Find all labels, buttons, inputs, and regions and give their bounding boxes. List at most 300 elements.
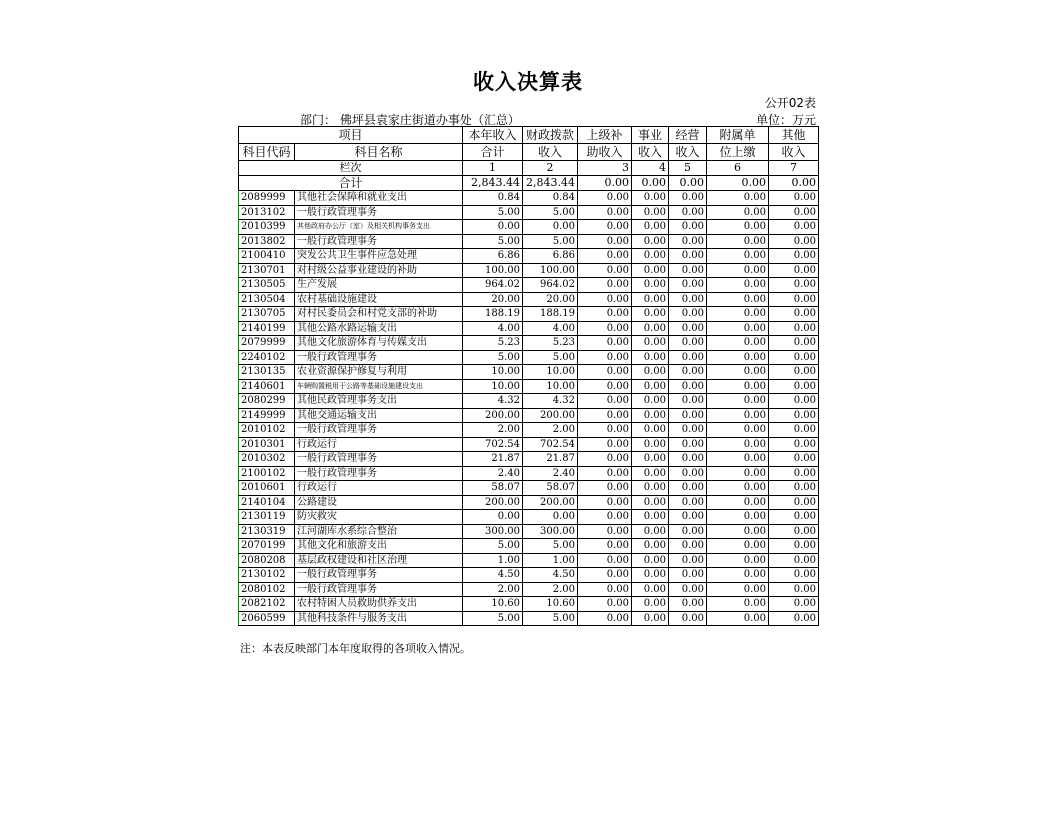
row-affiliate: 0.00 [707, 205, 769, 220]
row-code: 2082102 [239, 597, 295, 612]
row-fiscal: 21.87 [523, 452, 578, 467]
row-name: 防灾救灾 [295, 510, 463, 525]
row-operating: 0.00 [669, 611, 707, 626]
row-fiscal: 200.00 [523, 495, 578, 510]
row-superior: 0.00 [578, 365, 632, 380]
column-index-3: 3 [578, 161, 632, 176]
row-total: 4.00 [463, 321, 523, 336]
row-other: 0.00 [769, 234, 819, 249]
row-operating: 0.00 [669, 278, 707, 293]
header-col1-b: 合计 [463, 144, 523, 161]
row-operating: 0.00 [669, 379, 707, 394]
table-row [239, 597, 819, 612]
row-total: 964.02 [463, 278, 523, 293]
row-business: 0.00 [632, 466, 669, 481]
row-other: 0.00 [769, 597, 819, 612]
row-superior: 0.00 [578, 249, 632, 264]
table-row [239, 408, 819, 423]
row-code: 2080102 [239, 582, 295, 597]
row-fiscal: 2.40 [523, 466, 578, 481]
row-business: 0.00 [632, 408, 669, 423]
row-name: 对村民委员会和村党支部的补助 [295, 307, 463, 322]
row-superior: 0.00 [578, 321, 632, 336]
row-affiliate: 0.00 [707, 365, 769, 380]
row-business: 0.00 [632, 307, 669, 322]
row-name: 其他科技条件与服务支出 [295, 611, 463, 626]
row-affiliate: 0.00 [707, 379, 769, 394]
row-operating: 0.00 [669, 205, 707, 220]
row-other: 0.00 [769, 292, 819, 307]
row-name: 行政运行 [295, 481, 463, 496]
row-fiscal: 100.00 [523, 263, 578, 278]
row-affiliate: 0.00 [707, 263, 769, 278]
row-other: 0.00 [769, 191, 819, 206]
row-affiliate: 0.00 [707, 220, 769, 235]
row-affiliate: 0.00 [707, 524, 769, 539]
row-name: 一般行政管理事务 [295, 350, 463, 365]
row-total: 4.32 [463, 394, 523, 409]
header-name: 科目名称 [295, 144, 463, 161]
row-total: 58.07 [463, 481, 523, 496]
row-total: 5.00 [463, 350, 523, 365]
header-col3-a: 上级补 [578, 127, 632, 144]
header-row-1 [239, 127, 819, 144]
row-superior: 0.00 [578, 350, 632, 365]
row-name: 生产发展 [295, 278, 463, 293]
row-code: 2010102 [239, 423, 295, 438]
row-total: 10.00 [463, 379, 523, 394]
row-name: 一般行政管理事务 [295, 452, 463, 467]
row-total: 0.00 [463, 220, 523, 235]
page-title: 收入决算表 [473, 70, 583, 94]
unit-label: 单位：万元 [755, 113, 816, 127]
row-fiscal: 1.00 [523, 553, 578, 568]
table-row [239, 568, 819, 583]
header-item: 项目 [239, 127, 463, 144]
row-name: 其他民政管理事务支出 [295, 394, 463, 409]
row-total: 2.40 [463, 466, 523, 481]
row-name: 公路建设 [295, 495, 463, 510]
row-business: 0.00 [632, 249, 669, 264]
row-business: 0.00 [632, 539, 669, 554]
row-superior: 0.00 [578, 510, 632, 525]
row-superior: 0.00 [578, 539, 632, 554]
row-total: 20.00 [463, 292, 523, 307]
row-superior: 0.00 [578, 394, 632, 409]
row-fiscal: 58.07 [523, 481, 578, 496]
row-operating: 0.00 [669, 481, 707, 496]
row-other: 0.00 [769, 481, 819, 496]
row-name: 突发公共卫生事件应急处理 [295, 249, 463, 264]
row-total: 10.00 [463, 365, 523, 380]
row-other: 0.00 [769, 205, 819, 220]
row-fiscal: 0.00 [523, 220, 578, 235]
row-other: 0.00 [769, 408, 819, 423]
table-body [239, 191, 819, 626]
row-name: 一般行政管理事务 [295, 466, 463, 481]
row-operating: 0.00 [669, 249, 707, 264]
column-index-1: 1 [463, 161, 523, 176]
row-name: 农村特困人员救助供养支出 [295, 597, 463, 612]
row-superior: 0.00 [578, 495, 632, 510]
row-business: 0.00 [632, 292, 669, 307]
table-row [239, 423, 819, 438]
row-name: 一般行政管理事务 [295, 423, 463, 438]
income-table [238, 126, 819, 626]
row-affiliate: 0.00 [707, 481, 769, 496]
row-code: 2130119 [239, 510, 295, 525]
row-code: 2130701 [239, 263, 295, 278]
row-other: 0.00 [769, 220, 819, 235]
row-fiscal: 5.23 [523, 336, 578, 351]
row-code: 2130319 [239, 524, 295, 539]
row-total: 300.00 [463, 524, 523, 539]
row-superior: 0.00 [578, 307, 632, 322]
header-col5-a: 经营 [669, 127, 707, 144]
row-operating: 0.00 [669, 452, 707, 467]
row-operating: 0.00 [669, 336, 707, 351]
row-name: 其他公路水路运输支出 [295, 321, 463, 336]
row-name: 其他文化和旅游支出 [295, 539, 463, 554]
row-fiscal: 20.00 [523, 292, 578, 307]
row-total: 200.00 [463, 495, 523, 510]
row-operating: 0.00 [669, 234, 707, 249]
table-row [239, 553, 819, 568]
table-row [239, 307, 819, 322]
total-col5: 0.00 [669, 176, 707, 191]
header-col4-b: 收入 [632, 144, 669, 161]
row-fiscal: 4.00 [523, 321, 578, 336]
row-superior: 0.00 [578, 437, 632, 452]
total-col4: 0.00 [632, 176, 669, 191]
table-row [239, 321, 819, 336]
row-superior: 0.00 [578, 278, 632, 293]
row-superior: 0.00 [578, 611, 632, 626]
row-superior: 0.00 [578, 205, 632, 220]
row-operating: 0.00 [669, 553, 707, 568]
row-business: 0.00 [632, 278, 669, 293]
row-code: 2130705 [239, 307, 295, 322]
row-fiscal: 10.00 [523, 365, 578, 380]
row-fiscal: 5.00 [523, 539, 578, 554]
header-col7-a: 其他 [769, 127, 819, 144]
row-affiliate: 0.00 [707, 307, 769, 322]
column-index-2: 2 [523, 161, 578, 176]
table-row [239, 466, 819, 481]
table-row [239, 350, 819, 365]
row-business: 0.00 [632, 220, 669, 235]
footnote: 注：本表反映部门本年度取得的各项收入情况。 [240, 642, 471, 655]
table-row [239, 379, 819, 394]
row-operating: 0.00 [669, 408, 707, 423]
header-col6-a: 附属单 [707, 127, 769, 144]
row-code: 2010302 [239, 452, 295, 467]
total-label: 合计 [239, 176, 463, 191]
row-business: 0.00 [632, 437, 669, 452]
row-operating: 0.00 [669, 466, 707, 481]
total-row [239, 176, 819, 191]
row-operating: 0.00 [669, 220, 707, 235]
row-total: 6.86 [463, 249, 523, 264]
row-name: 其他社会保障和就业支出 [295, 191, 463, 206]
table-row [239, 234, 819, 249]
row-code: 2079999 [239, 336, 295, 351]
row-name: 农村基础设施建设 [295, 292, 463, 307]
row-code: 2130504 [239, 292, 295, 307]
row-code: 2100410 [239, 249, 295, 264]
row-total: 200.00 [463, 408, 523, 423]
row-fiscal: 5.00 [523, 205, 578, 220]
row-superior: 0.00 [578, 568, 632, 583]
row-other: 0.00 [769, 495, 819, 510]
total-col1: 2,843.44 [463, 176, 523, 191]
header-col2-a: 财政拨款 [523, 127, 578, 144]
table-row [239, 394, 819, 409]
row-operating: 0.00 [669, 423, 707, 438]
row-fiscal: 0.00 [523, 510, 578, 525]
row-affiliate: 0.00 [707, 510, 769, 525]
row-affiliate: 0.00 [707, 408, 769, 423]
row-total: 5.00 [463, 205, 523, 220]
row-code: 2140104 [239, 495, 295, 510]
row-superior: 0.00 [578, 234, 632, 249]
row-fiscal: 0.84 [523, 191, 578, 206]
row-affiliate: 0.00 [707, 350, 769, 365]
row-superior: 0.00 [578, 423, 632, 438]
row-fiscal: 5.00 [523, 234, 578, 249]
row-other: 0.00 [769, 249, 819, 264]
row-name: 行政运行 [295, 437, 463, 452]
row-business: 0.00 [632, 495, 669, 510]
row-total: 2.00 [463, 582, 523, 597]
row-operating: 0.00 [669, 365, 707, 380]
row-affiliate: 0.00 [707, 539, 769, 554]
row-other: 0.00 [769, 553, 819, 568]
row-fiscal: 702.54 [523, 437, 578, 452]
row-operating: 0.00 [669, 524, 707, 539]
table-row [239, 263, 819, 278]
row-code: 2089999 [239, 191, 295, 206]
table-row [239, 191, 819, 206]
row-business: 0.00 [632, 205, 669, 220]
row-operating: 0.00 [669, 582, 707, 597]
row-name: 一般行政管理事务 [295, 205, 463, 220]
total-col2: 2,843.44 [523, 176, 578, 191]
row-business: 0.00 [632, 553, 669, 568]
row-name: 一般行政管理事务 [295, 582, 463, 597]
row-fiscal: 4.50 [523, 568, 578, 583]
row-business: 0.00 [632, 263, 669, 278]
table-row [239, 292, 819, 307]
header-col7-b: 收入 [769, 144, 819, 161]
row-total: 1.00 [463, 553, 523, 568]
row-name: 一般行政管理事务 [295, 234, 463, 249]
row-fiscal: 188.19 [523, 307, 578, 322]
row-other: 0.00 [769, 278, 819, 293]
row-fiscal: 5.00 [523, 350, 578, 365]
row-code: 2060599 [239, 611, 295, 626]
table-row [239, 249, 819, 264]
header-col5-b: 收入 [669, 144, 707, 161]
row-name: 对村级公益事业建设的补助 [295, 263, 463, 278]
row-fiscal: 964.02 [523, 278, 578, 293]
header-col1-a: 本年收入 [463, 127, 523, 144]
row-superior: 0.00 [578, 336, 632, 351]
row-other: 0.00 [769, 611, 819, 626]
row-other: 0.00 [769, 350, 819, 365]
row-business: 0.00 [632, 611, 669, 626]
table-row [239, 205, 819, 220]
row-other: 0.00 [769, 321, 819, 336]
row-business: 0.00 [632, 582, 669, 597]
row-operating: 0.00 [669, 191, 707, 206]
row-other: 0.00 [769, 307, 819, 322]
row-operating: 0.00 [669, 568, 707, 583]
row-affiliate: 0.00 [707, 234, 769, 249]
row-business: 0.00 [632, 191, 669, 206]
row-operating: 0.00 [669, 350, 707, 365]
row-operating: 0.00 [669, 495, 707, 510]
row-name: 其他文化旅游体育与传媒支出 [295, 336, 463, 351]
row-other: 0.00 [769, 568, 819, 583]
table-row [239, 611, 819, 626]
row-code: 2130505 [239, 278, 295, 293]
row-business: 0.00 [632, 568, 669, 583]
row-affiliate: 0.00 [707, 597, 769, 612]
row-operating: 0.00 [669, 597, 707, 612]
table-row [239, 495, 819, 510]
row-total: 100.00 [463, 263, 523, 278]
table-row [239, 539, 819, 554]
header-col2-b: 收入 [523, 144, 578, 161]
row-code: 2013102 [239, 205, 295, 220]
row-business: 0.00 [632, 234, 669, 249]
row-other: 0.00 [769, 379, 819, 394]
department-label: 部门： 佛坪县袁家庄街道办事处（汇总） [300, 113, 520, 127]
row-business: 0.00 [632, 350, 669, 365]
row-superior: 0.00 [578, 408, 632, 423]
header-row-2 [239, 144, 819, 161]
row-business: 0.00 [632, 524, 669, 539]
column-index-6: 6 [707, 161, 769, 176]
row-code: 2010301 [239, 437, 295, 452]
row-business: 0.00 [632, 394, 669, 409]
row-code: 2140601 [239, 379, 295, 394]
row-total: 2.00 [463, 423, 523, 438]
row-total: 4.50 [463, 568, 523, 583]
row-superior: 0.00 [578, 553, 632, 568]
row-affiliate: 0.00 [707, 336, 769, 351]
row-superior: 0.00 [578, 263, 632, 278]
row-code: 2080208 [239, 553, 295, 568]
table-row [239, 437, 819, 452]
table-row [239, 336, 819, 351]
row-fiscal: 10.60 [523, 597, 578, 612]
row-other: 0.00 [769, 263, 819, 278]
table-row [239, 510, 819, 525]
row-affiliate: 0.00 [707, 249, 769, 264]
row-superior: 0.00 [578, 292, 632, 307]
row-other: 0.00 [769, 336, 819, 351]
total-col6: 0.00 [707, 176, 769, 191]
row-name: 一般行政管理事务 [295, 568, 463, 583]
row-operating: 0.00 [669, 510, 707, 525]
row-affiliate: 0.00 [707, 437, 769, 452]
row-other: 0.00 [769, 423, 819, 438]
row-name: 其他交通运输支出 [295, 408, 463, 423]
row-affiliate: 0.00 [707, 582, 769, 597]
row-superior: 0.00 [578, 379, 632, 394]
row-business: 0.00 [632, 452, 669, 467]
row-affiliate: 0.00 [707, 553, 769, 568]
row-other: 0.00 [769, 582, 819, 597]
row-business: 0.00 [632, 365, 669, 380]
row-code: 2130102 [239, 568, 295, 583]
table-row [239, 452, 819, 467]
row-business: 0.00 [632, 423, 669, 438]
row-name: 基层政权建设和社区治理 [295, 553, 463, 568]
row-other: 0.00 [769, 394, 819, 409]
row-fiscal: 6.86 [523, 249, 578, 264]
row-operating: 0.00 [669, 263, 707, 278]
row-other: 0.00 [769, 452, 819, 467]
table-row [239, 220, 819, 235]
row-code: 2010601 [239, 481, 295, 496]
row-name: 农业资源保护修复与利用 [295, 365, 463, 380]
column-index-4: 4 [632, 161, 669, 176]
row-code: 2013802 [239, 234, 295, 249]
row-business: 0.00 [632, 481, 669, 496]
row-operating: 0.00 [669, 307, 707, 322]
row-total: 5.00 [463, 234, 523, 249]
row-superior: 0.00 [578, 597, 632, 612]
row-total: 188.19 [463, 307, 523, 322]
row-superior: 0.00 [578, 582, 632, 597]
row-operating: 0.00 [669, 539, 707, 554]
row-affiliate: 0.00 [707, 495, 769, 510]
row-fiscal: 2.00 [523, 423, 578, 438]
row-code: 2100102 [239, 466, 295, 481]
row-affiliate: 0.00 [707, 321, 769, 336]
row-code: 2070199 [239, 539, 295, 554]
row-other: 0.00 [769, 510, 819, 525]
row-operating: 0.00 [669, 292, 707, 307]
row-total: 5.23 [463, 336, 523, 351]
row-total: 10.60 [463, 597, 523, 612]
table-row [239, 481, 819, 496]
column-index-7: 7 [769, 161, 819, 176]
row-total: 0.00 [463, 510, 523, 525]
row-affiliate: 0.00 [707, 394, 769, 409]
row-other: 0.00 [769, 524, 819, 539]
row-affiliate: 0.00 [707, 278, 769, 293]
row-total: 5.00 [463, 539, 523, 554]
row-total: 21.87 [463, 452, 523, 467]
column-index-5: 5 [669, 161, 707, 176]
row-affiliate: 0.00 [707, 423, 769, 438]
row-other: 0.00 [769, 539, 819, 554]
row-superior: 0.00 [578, 524, 632, 539]
row-total: 5.00 [463, 611, 523, 626]
row-affiliate: 0.00 [707, 568, 769, 583]
header-code: 科目代码 [239, 144, 295, 161]
row-operating: 0.00 [669, 321, 707, 336]
row-code: 2240102 [239, 350, 295, 365]
row-other: 0.00 [769, 365, 819, 380]
total-col7: 0.00 [769, 176, 819, 191]
row-superior: 0.00 [578, 220, 632, 235]
row-superior: 0.00 [578, 452, 632, 467]
